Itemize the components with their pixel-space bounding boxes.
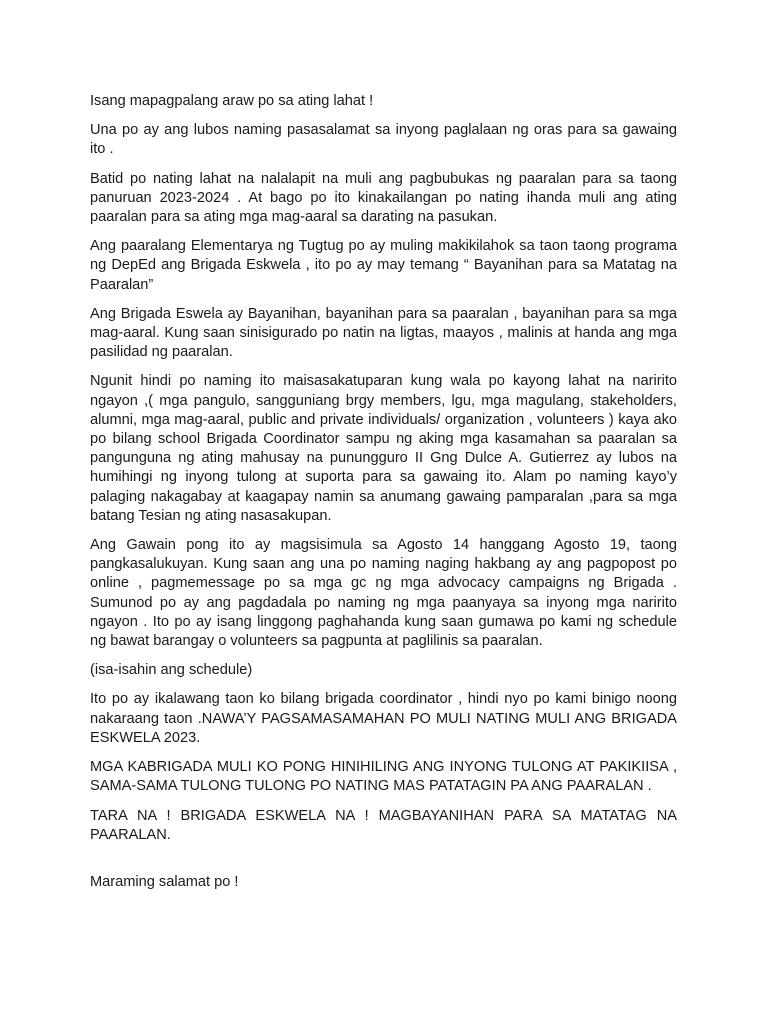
school-year-paragraph: Batid po nating lahat na nalalapit na muli ang pagbubukas ng paaralan para sa taong panuruan 2023-2024 . At bago po ito kinakailangan po nating ihanda muli ang ating paaralan para sa ating mga mag-aaral sa darating na pasukan. [90,170,677,226]
document-body [90,92,677,902]
thanks-paragraph: Una po ay ang lubos naming pasasalamat sa inyong paglalaan ng oras para sa gawaing ito . [90,122,677,158]
theme-paragraph: Ang paaralang Elementarya ng Tugtug po ay muling makikilahok sa taon taong programa ng DepEd ang Brigada Eskwela , ito po ay may temang “ Bayanihan para sa Matatag na Paaralan” [90,238,677,293]
appeal-paragraph: MGA KABRIGADA MULI KO PONG HINIHILING ANG INYONG TULONG AT PAKIKIISA , SAMA-SAMA TULONG TULONG PO NATING MAS PATATAGIN PA ANG PAARALAN . [90,759,677,795]
request-paragraph: Ngunit hindi po naming ito maisasakatuparan kung wala po kayong lahat na naririto ngayon ,( mga pangulo, sangguniang brgy members, lgu, mga magulang, stakeholders, alumni, mga mag-aaral, public and private individuals/ organization , volunteers ) kaya ako po bilang school Brigada Coordinator sampu ng aking mga kasamahan sa paaralan sa pangunguna ng ating mahusay na punungguro II Gng Dulce A. Gutierrez ay lubos na humihingi ng inyong tulong at suporta para sa gawaing ito. Alam po naming kayo’y palaging nakagabay at kaagapay namin sa anumang gawaing pamparalan ,para sa mga batang Tesian ng ating nasasakupan. [90,373,677,524]
schedule-paragraph: Ang Gawain pong ito ay magsisimula sa Agosto 14 hanggang Agosto 19, taong pangkasalukuyan. Kung saan ang una po naming naging hakbang ay ang pagpopost po online , pagmemessage po sa mga gc ng mga advocacy campaigns ng Brigada . Sumunod po ay ang pagdadala po naming ng mga paanyaya sa inyong mga naririto ngayon . Ito po ay isang linggong paghahanda kung saan gumawa po kami ng schedule ng bawat barangay o volunteers sa pagpunta at paglilinis sa paaralan. [90,537,677,650]
rallying-paragraph: TARA NA ! BRIGADA ESKWELA NA ! MAGBAYANIHAN PARA SA MATATAG NA PAARALAN. [90,807,677,843]
closing-paragraph: Maraming salamat po ! [90,873,239,890]
greeting-paragraph: Isang mapagpalang araw po sa ating lahat ! [90,93,374,109]
bayanihan-paragraph: Ang Brigada Eswela ay Bayanihan, bayanihan para sa paaralan , bayanihan para sa mga mag-aaral. Kung saan sinisigurado po natin na ligtas, maayos , malinis at handa ang mga pasilidad ng paaralan. [90,305,677,361]
schedule-note-paragraph: (isa-isahin ang schedule) [90,662,253,679]
coordinator-paragraph: Ito po ay ikalawang taon ko bilang brigada coordinator , hindi nyo po kami binigo noong nakaraang taon .NAWA’Y PAGSAMASAMAHAN PO MULI NATING MULI ANG BRIGADA ESKWELA 2023. [90,691,677,746]
